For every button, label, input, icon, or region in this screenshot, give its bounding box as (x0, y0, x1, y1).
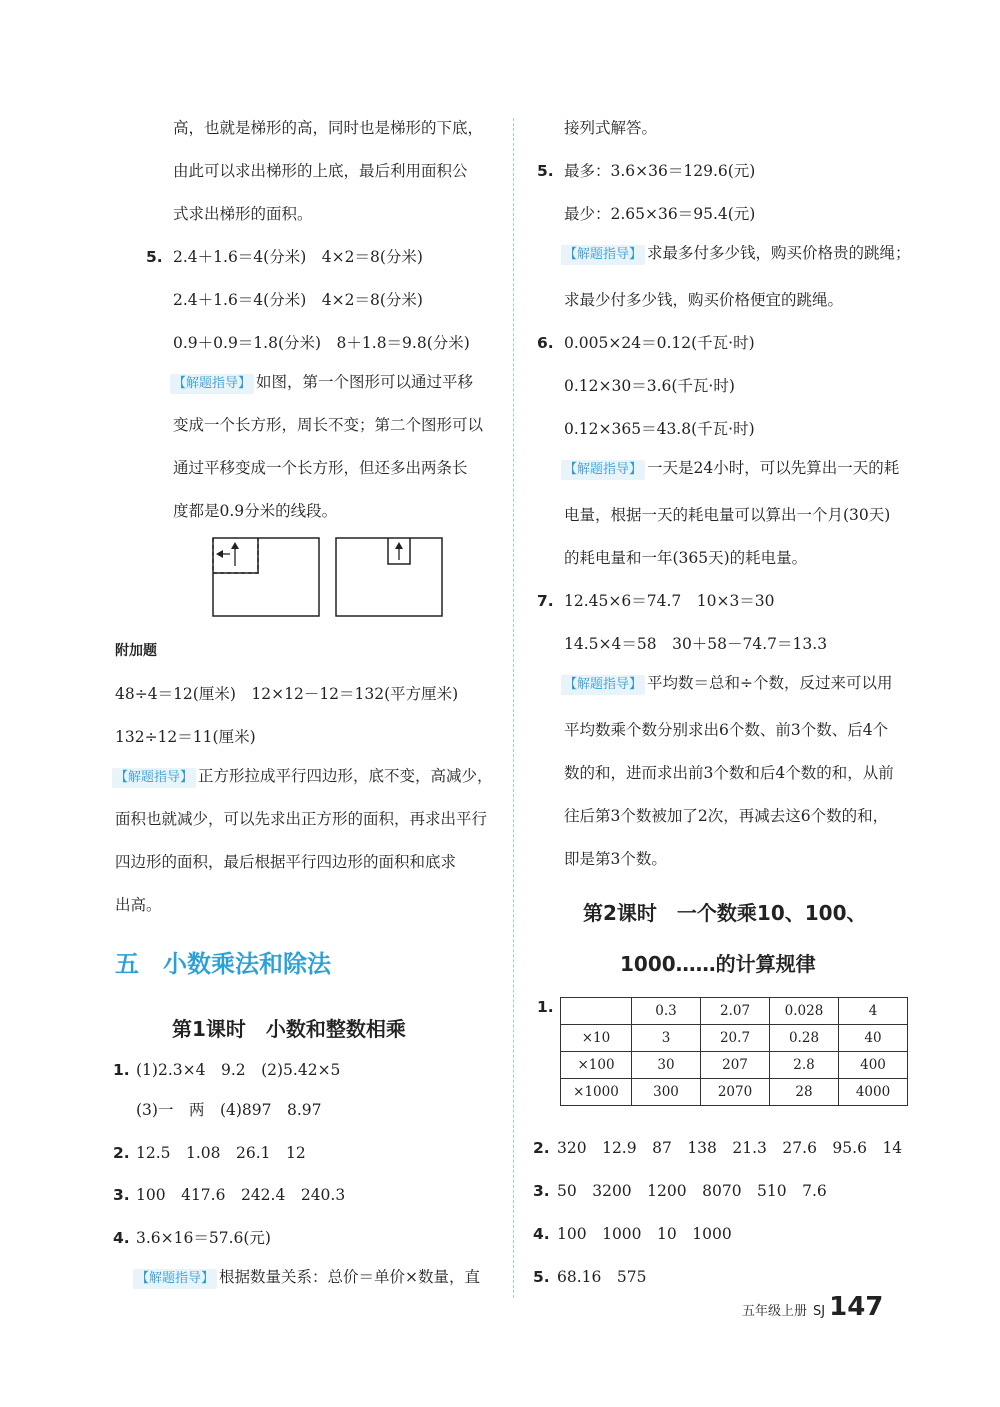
chapter-title: 小数乘法和除法 (163, 950, 331, 978)
multiplication-table (560, 997, 908, 1106)
table-cell: ×1000 (561, 1079, 632, 1106)
table-row (561, 998, 908, 1025)
hint-text: 通过平移变成一个长方形，但还多出两条长 (173, 459, 468, 477)
series-label: SJ (813, 1304, 826, 1319)
answer-line: 50 3200 1200 8070 510 7.6 (557, 1182, 827, 1200)
hint-text: 求最少付多少钱，购买价格便宜的跳绳。 (564, 291, 844, 309)
hint-text: 即是第3个数。 (564, 850, 667, 868)
answer-line: 48÷4＝12(厘米) 12×12－12＝132(平方厘米) (115, 685, 459, 703)
answer-line: 3.6×16＝57.6(元) (136, 1229, 271, 1247)
table-cell: 300 (632, 1079, 701, 1106)
question-number: 4. (533, 1225, 550, 1243)
table-row (561, 1079, 908, 1106)
hint-text: 度都是0.9分米的线段。 (173, 502, 338, 520)
answer-line: 100 1000 10 1000 (557, 1225, 732, 1243)
question-number: 3. (533, 1182, 550, 1200)
table-cell: 30 (632, 1052, 701, 1079)
extra-title: 附加题 (115, 643, 157, 659)
figure-2 (336, 538, 442, 616)
hint-text: 数的和，进而求出前3个数和后4个数的和，从前 (564, 764, 894, 782)
answer-line: (1)2.3×4 9.2 (2)5.42×5 (136, 1061, 341, 1079)
chapter-heading (115, 944, 331, 979)
table-cell: 28 (770, 1079, 839, 1106)
question-number: 2. (533, 1139, 550, 1157)
hint-line (561, 673, 893, 695)
table-cell: 4000 (839, 1079, 908, 1106)
page-footer (742, 1292, 883, 1322)
table-cell: 2.8 (770, 1052, 839, 1079)
table-row (561, 1025, 908, 1052)
question-number: 3. (113, 1186, 130, 1204)
translation-figure (210, 536, 450, 620)
question-number: 5. (537, 162, 554, 180)
hint-tag: 【解题指导】 (133, 1269, 217, 1289)
hint-line (561, 458, 899, 480)
question-number: 1. (537, 998, 554, 1016)
hint-text: 电量，根据一天的耗电量可以算出一个月(30天) (564, 506, 891, 524)
table-cell (561, 998, 632, 1025)
hint-text: 根据数量关系：总价＝单价×数量，直 (219, 1268, 481, 1286)
hint-text: 出高。 (115, 896, 162, 914)
lesson-title-cont: 1000……的计算规律 (620, 952, 816, 976)
hint-line (170, 372, 473, 394)
answer-line: (3)一 两 (4)897 8.97 (136, 1101, 322, 1119)
table-cell: ×100 (561, 1052, 632, 1079)
hint-line (112, 766, 493, 788)
table-cell: 400 (839, 1052, 908, 1079)
answer-line: 0.9＋0.9＝1.8(分米) 8＋1.8＝9.8(分米) (173, 334, 470, 352)
table-cell: ×10 (561, 1025, 632, 1052)
lesson-title: 第2课时 一个数乘10、100、 (583, 901, 867, 925)
text-line: 高，也就是梯形的高，同时也是梯形的下底， (173, 119, 484, 137)
page-number: 147 (829, 1292, 884, 1322)
hint-text: 往后第3个数被加了2次，再减去这6个数的和， (564, 807, 889, 825)
figure-1 (213, 538, 319, 616)
hint-text: 如图，第一个图形可以通过平移 (256, 373, 474, 391)
hint-text: 四边形的面积，最后根据平行四边形的面积和底求 (115, 853, 457, 871)
table-row (561, 1052, 908, 1079)
question-number: 4. (113, 1229, 130, 1247)
question-number: 5. (533, 1268, 550, 1286)
table-cell: 2.07 (701, 998, 770, 1025)
hint-tag: 【解题指导】 (561, 460, 645, 480)
text-line: 接列式解答。 (564, 119, 658, 137)
grade-label: 五年级上册 (742, 1304, 808, 1319)
question-number: 7. (537, 592, 554, 610)
table-cell: 2070 (701, 1079, 770, 1106)
hint-line (133, 1267, 480, 1289)
column-divider (513, 118, 514, 1298)
answer-line: 100 417.6 242.4 240.3 (136, 1186, 346, 1204)
answer-line: 12.5 1.08 26.1 12 (136, 1144, 306, 1162)
answer-line: 14.5×4＝58 30＋58－74.7＝13.3 (564, 635, 828, 653)
hint-line (561, 243, 911, 265)
answer-line: 2.4＋1.6＝4(分米) 4×2＝8(分米) (173, 248, 423, 266)
chapter-number: 五 (115, 950, 139, 978)
hint-tag: 【解题指导】 (561, 675, 645, 695)
answer-line: 最少：2.65×36＝95.4(元) (564, 205, 756, 223)
table-cell: 0.028 (770, 998, 839, 1025)
hint-tag: 【解题指导】 (112, 768, 196, 788)
question-number: 5. (146, 248, 163, 266)
answer-line: 132÷12＝11(厘米) (115, 728, 256, 746)
hint-tag: 【解题指导】 (170, 374, 254, 394)
table-cell: 3 (632, 1025, 701, 1052)
answer-line: 12.45×6＝74.7 10×3＝30 (564, 592, 775, 610)
hint-text: 求最多付多少钱，购买价格贵的跳绳； (647, 244, 911, 262)
answer-line: 68.16 575 (557, 1268, 647, 1286)
hint-text: 平均数＝总和÷个数，反过来可以用 (647, 674, 893, 692)
question-number: 2. (113, 1144, 130, 1162)
answer-line: 0.12×365＝43.8(千瓦·时) (564, 420, 755, 438)
text-line: 式求出梯形的面积。 (173, 205, 313, 223)
question-number: 6. (537, 334, 554, 352)
text-line: 由此可以求出梯形的上底，最后利用面积公 (173, 162, 468, 180)
answer-line: 0.12×30＝3.6(千瓦·时) (564, 377, 735, 395)
table-cell: 20.7 (701, 1025, 770, 1052)
answer-line: 最多：3.6×36＝129.6(元) (564, 162, 756, 180)
table-cell: 40 (839, 1025, 908, 1052)
table-cell: 4 (839, 998, 908, 1025)
table-cell: 207 (701, 1052, 770, 1079)
hint-text: 变成一个长方形，周长不变；第二个图形可以 (173, 416, 484, 434)
lesson-title: 第1课时 小数和整数相乘 (172, 1017, 406, 1041)
question-number: 1. (113, 1061, 130, 1079)
table-cell: 0.3 (632, 998, 701, 1025)
hint-text: 的耗电量和一年(365天)的耗电量。 (564, 549, 808, 567)
hint-text: 面积也就减少，可以先求出正方形的面积，再求出平行 (115, 810, 488, 828)
answer-line: 320 12.9 87 138 21.3 27.6 95.6 14 (557, 1139, 903, 1157)
hint-text: 平均数乘个数分别求出6个数、前3个数、后4个 (564, 721, 889, 739)
hint-tag: 【解题指导】 (561, 245, 645, 265)
table-cell: 0.28 (770, 1025, 839, 1052)
hint-text: 正方形拉成平行四边形，底不变，高减少， (198, 767, 493, 785)
hint-text: 一天是24小时，可以先算出一天的耗 (647, 459, 900, 477)
answer-line: 2.4＋1.6＝4(分米) 4×2＝8(分米) (173, 291, 423, 309)
answer-line: 0.005×24＝0.12(千瓦·时) (564, 334, 755, 352)
